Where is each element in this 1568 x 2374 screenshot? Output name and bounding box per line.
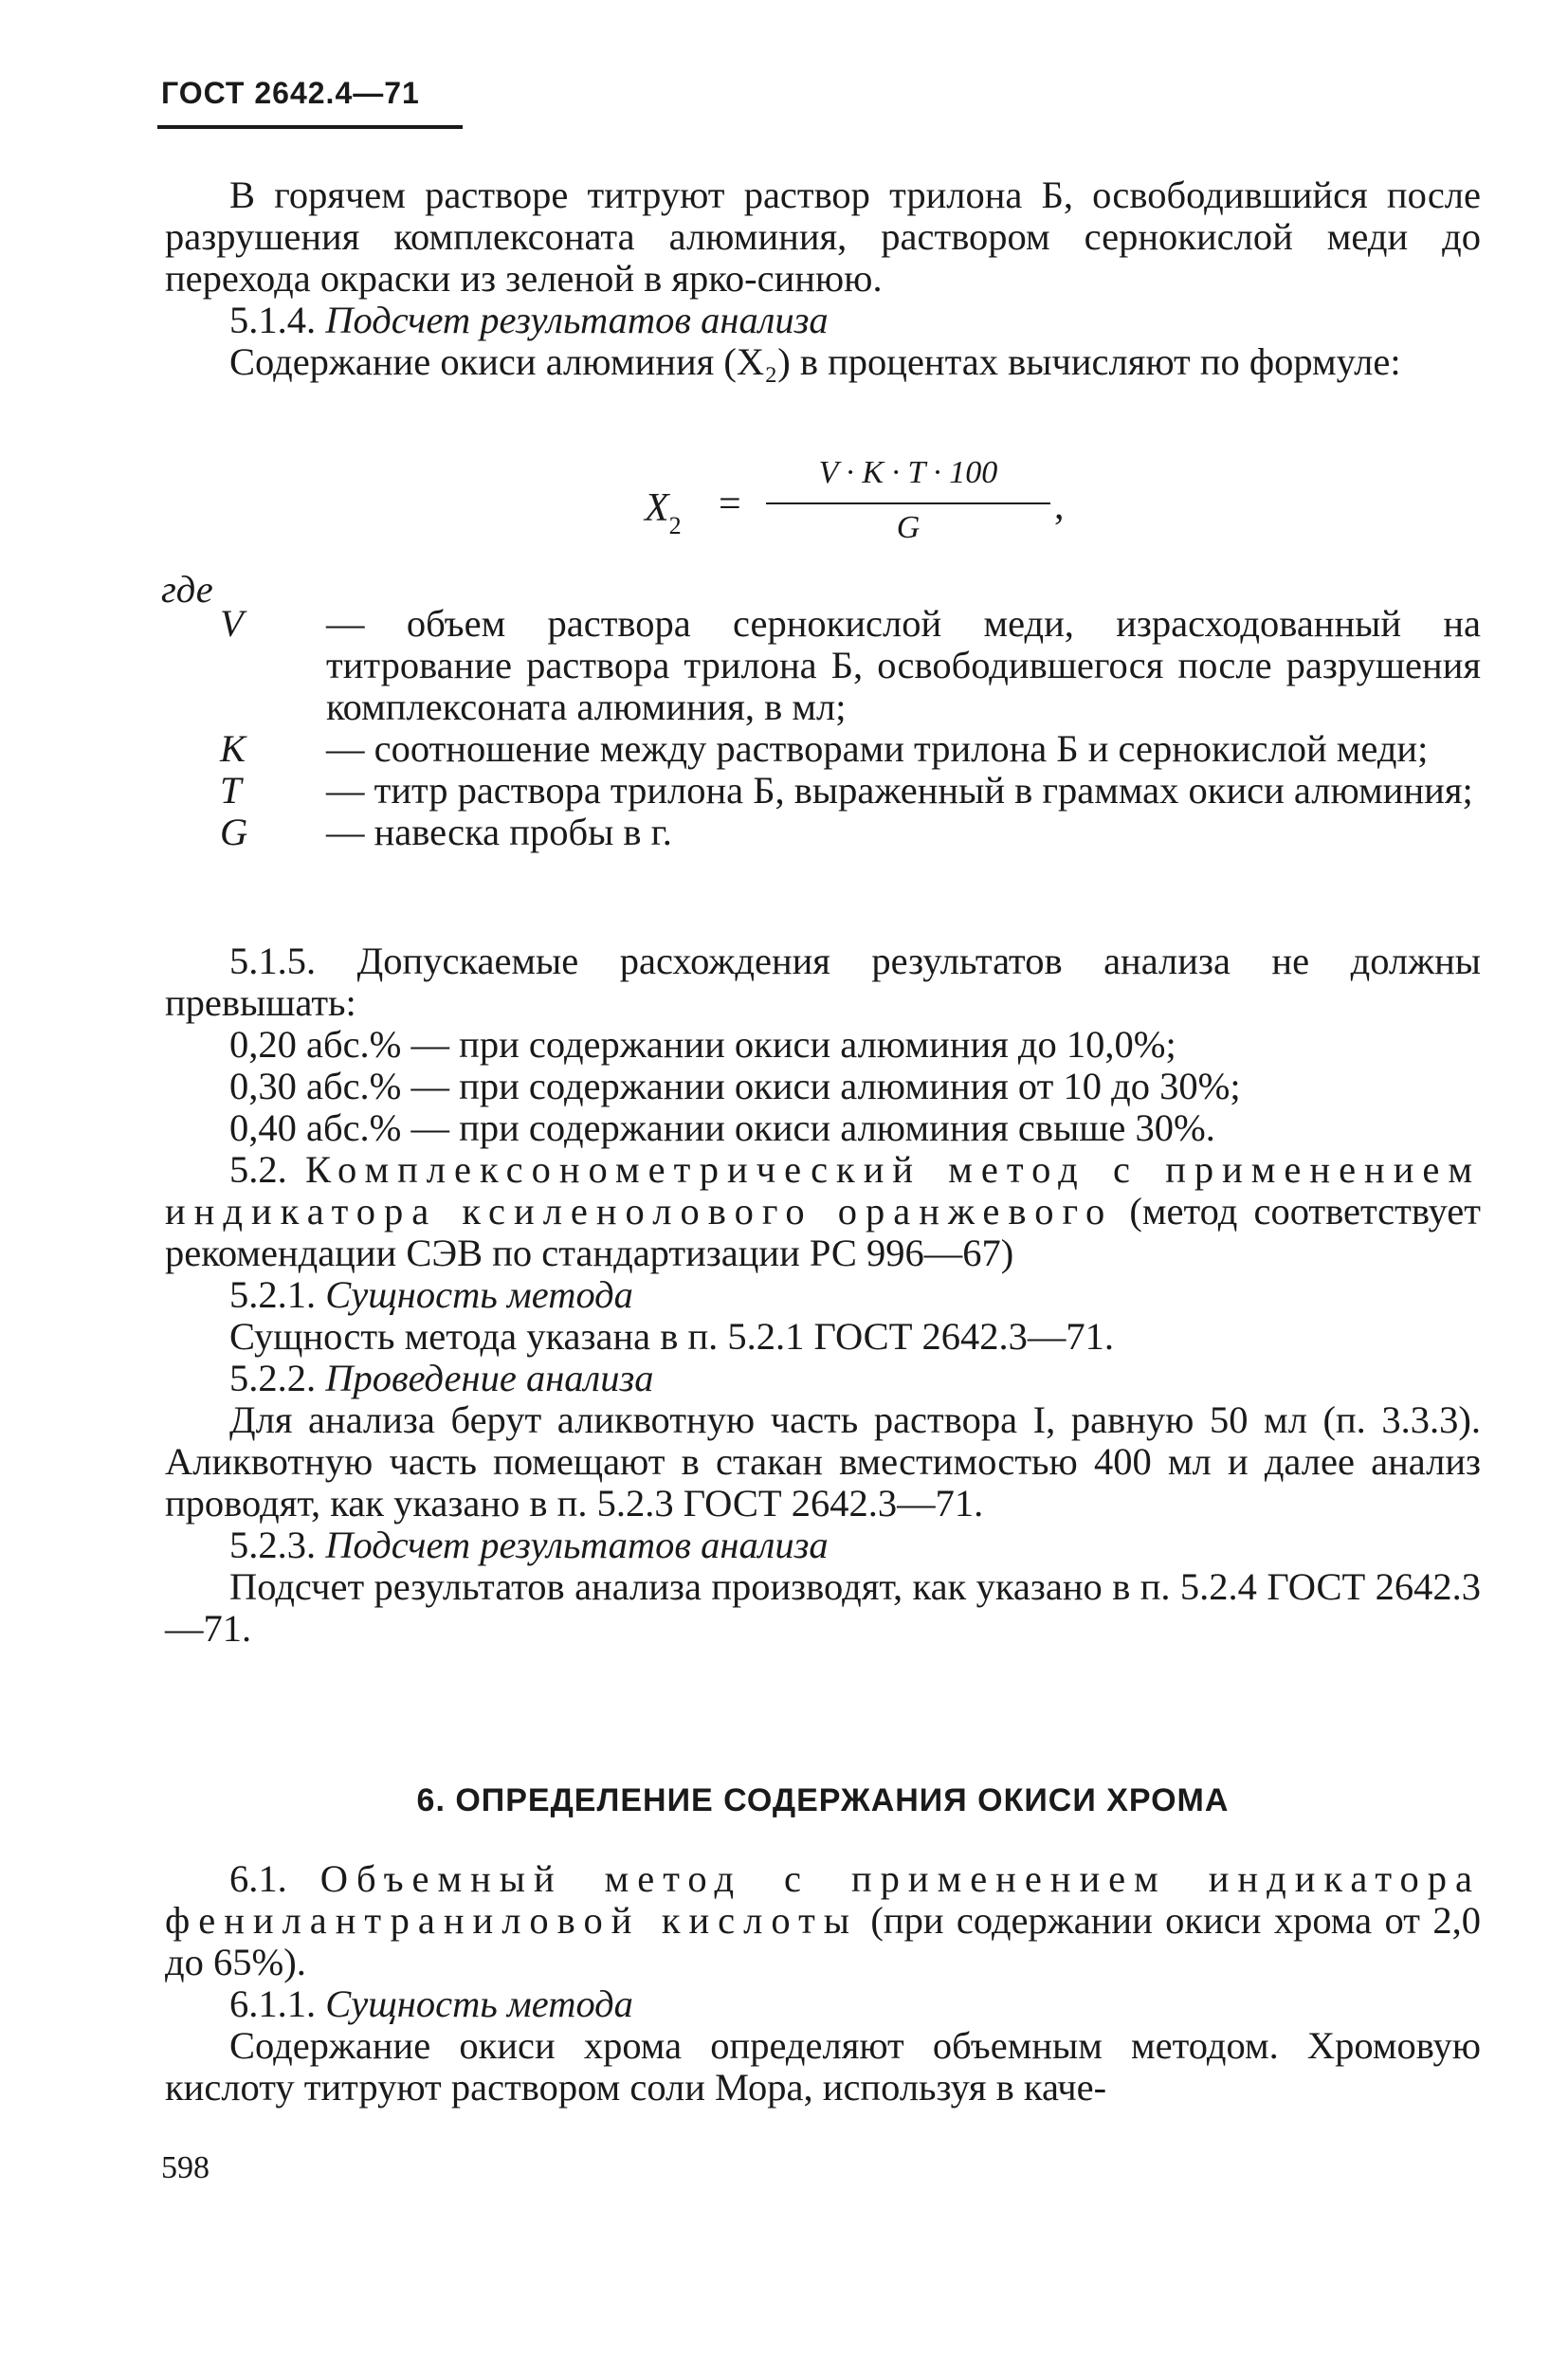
subsection-5-2-3	[165, 1525, 1481, 1566]
limit-item: 0,40 абс.% — при содержании окиси алюминия свыше 30%.	[229, 1106, 1215, 1149]
method-title-spaced: Комплексонометрический метод с применением индикатора ксиленолового оранжевого	[165, 1148, 1482, 1233]
limit-item: 0,20 абс.% — при содержании окиси алюминия до 10,0%;	[229, 1023, 1176, 1066]
definition-text: — титр раствора трилона Б, выраженный в граммах окиси алюминия;	[326, 769, 1473, 812]
definition-item	[220, 770, 1481, 812]
paragraph-5-2-2: Для анализа берут аликвотную часть раствора I, равную 50 мл (п. 3.3.3). Аликвотную часть помещают в стакан вместимостью 400 мл и далее анализ проводят, как указано в п. 5.2.3 ГОСТ 2642.3—71.	[165, 1398, 1481, 1525]
paragraph-6-1-1: Содержание окиси хрома определяют объемным методом. Хромовую кислоту титруют раствором соли Мора, используя в каче-	[165, 2024, 1481, 2109]
paragraph-titration: В горячем растворе титруют раствор трилона Б, освободившийся после разрушения комплексоната алюминия, раствором сернокислой меди до перехода окраски из зеленой в ярко-синюю.	[165, 173, 1481, 300]
method-title-spaced: Объемный метод с применением индикатора фенилантраниловой кислоты	[165, 1857, 1482, 1942]
paragraph-5-2-1: Сущность метода указана в п. 5.2.1 ГОСТ 2642.3—71.	[229, 1315, 1115, 1358]
method-note: (метод соответствует рекомендации СЭВ по стандартизации РС 996—67)	[165, 1190, 1481, 1274]
definition-symbol: V	[220, 602, 244, 645]
section-6-heading: 6. ОПРЕДЕЛЕНИЕ СОДЕРЖАНИЯ ОКИСИ ХРОМА	[416, 1782, 1230, 1818]
limit-item: 0,30 абс.% — при содержании окиси алюминия от 10 до 30%;	[229, 1065, 1241, 1107]
paragraph-formula-intro: Содержание окиси алюминия (X₂) в процентах вычисляют по формуле:	[229, 340, 1401, 383]
subsection-title: Подсчет результатов анализа	[325, 299, 829, 341]
subsection-number: 5.2.	[229, 1148, 287, 1191]
subsection-number: 6.1.1.	[229, 1982, 317, 2025]
document-header: ГОСТ 2642.4—71	[161, 76, 420, 110]
definition-symbol: T	[220, 769, 242, 812]
definition-item	[220, 603, 1481, 728]
text-block-bottom	[165, 1858, 1481, 2109]
subsection-title: Сущность метода	[325, 1273, 633, 1316]
method-note: (при содержании окиси хрома от 2,0 до 65%).	[165, 1899, 1481, 1983]
header-underline	[157, 125, 463, 129]
definition-symbol: G	[220, 811, 248, 853]
subsection-title: Подсчет результатов анализа	[325, 1524, 829, 1566]
subsection-6-1	[165, 1858, 1481, 1983]
formula-subscript: 2	[668, 512, 682, 539]
subsection-5-2-1	[165, 1274, 1481, 1316]
subsection-5-2	[165, 1149, 1481, 1274]
subsection-number: 5.2.3.	[229, 1524, 317, 1566]
where-label: где	[161, 568, 213, 611]
subsection-number: 5.1.4.	[229, 299, 317, 341]
subsection-5-2-2	[165, 1358, 1481, 1399]
formula-denominator: G	[896, 510, 921, 545]
formula-equals: =	[719, 483, 741, 526]
formula-lhs	[645, 485, 682, 539]
subsection-number: 6.1.	[229, 1857, 287, 1900]
formula-variable: X	[645, 486, 669, 530]
definition-text: — навеска пробы в г.	[326, 811, 672, 853]
page-number: 598	[161, 2150, 210, 2185]
definition-item	[220, 728, 1481, 770]
definition-text: — объем раствора сернокислой меди, израсходованный на титрование раствора трилона Б, освободившегося после разрушения комплексоната алюминия, в мл;	[326, 602, 1481, 728]
definition-item	[220, 812, 1481, 853]
subsection-title: Сущность метода	[325, 1982, 633, 2025]
variable-definitions	[220, 603, 1481, 853]
definition-symbol: K	[220, 727, 246, 770]
subsection-number: 5.2.1.	[229, 1273, 317, 1316]
paragraph-5-1-5: 5.1.5. Допускаемые расхождения результатов анализа не должны превышать:	[165, 940, 1481, 1024]
subsection-5-1-4	[165, 300, 1481, 341]
subsection-6-1-1	[165, 1983, 1481, 2025]
subsection-number: 5.2.2.	[229, 1357, 317, 1399]
text-block-top	[165, 174, 1481, 383]
subsection-title: Проведение анализа	[325, 1357, 654, 1399]
text-block-middle	[165, 940, 1481, 1650]
formula-comma: ,	[1054, 484, 1065, 528]
definition-text: — соотношение между растворами трилона Б и сернокислой меди;	[326, 727, 1429, 770]
formula-numerator: V · K · T · 100	[818, 455, 998, 490]
formula-fraction-bar	[766, 502, 1050, 504]
paragraph-5-2-3: Подсчет результатов анализа производят, как указано в п. 5.2.4 ГОСТ 2642.3—71.	[165, 1565, 1481, 1650]
